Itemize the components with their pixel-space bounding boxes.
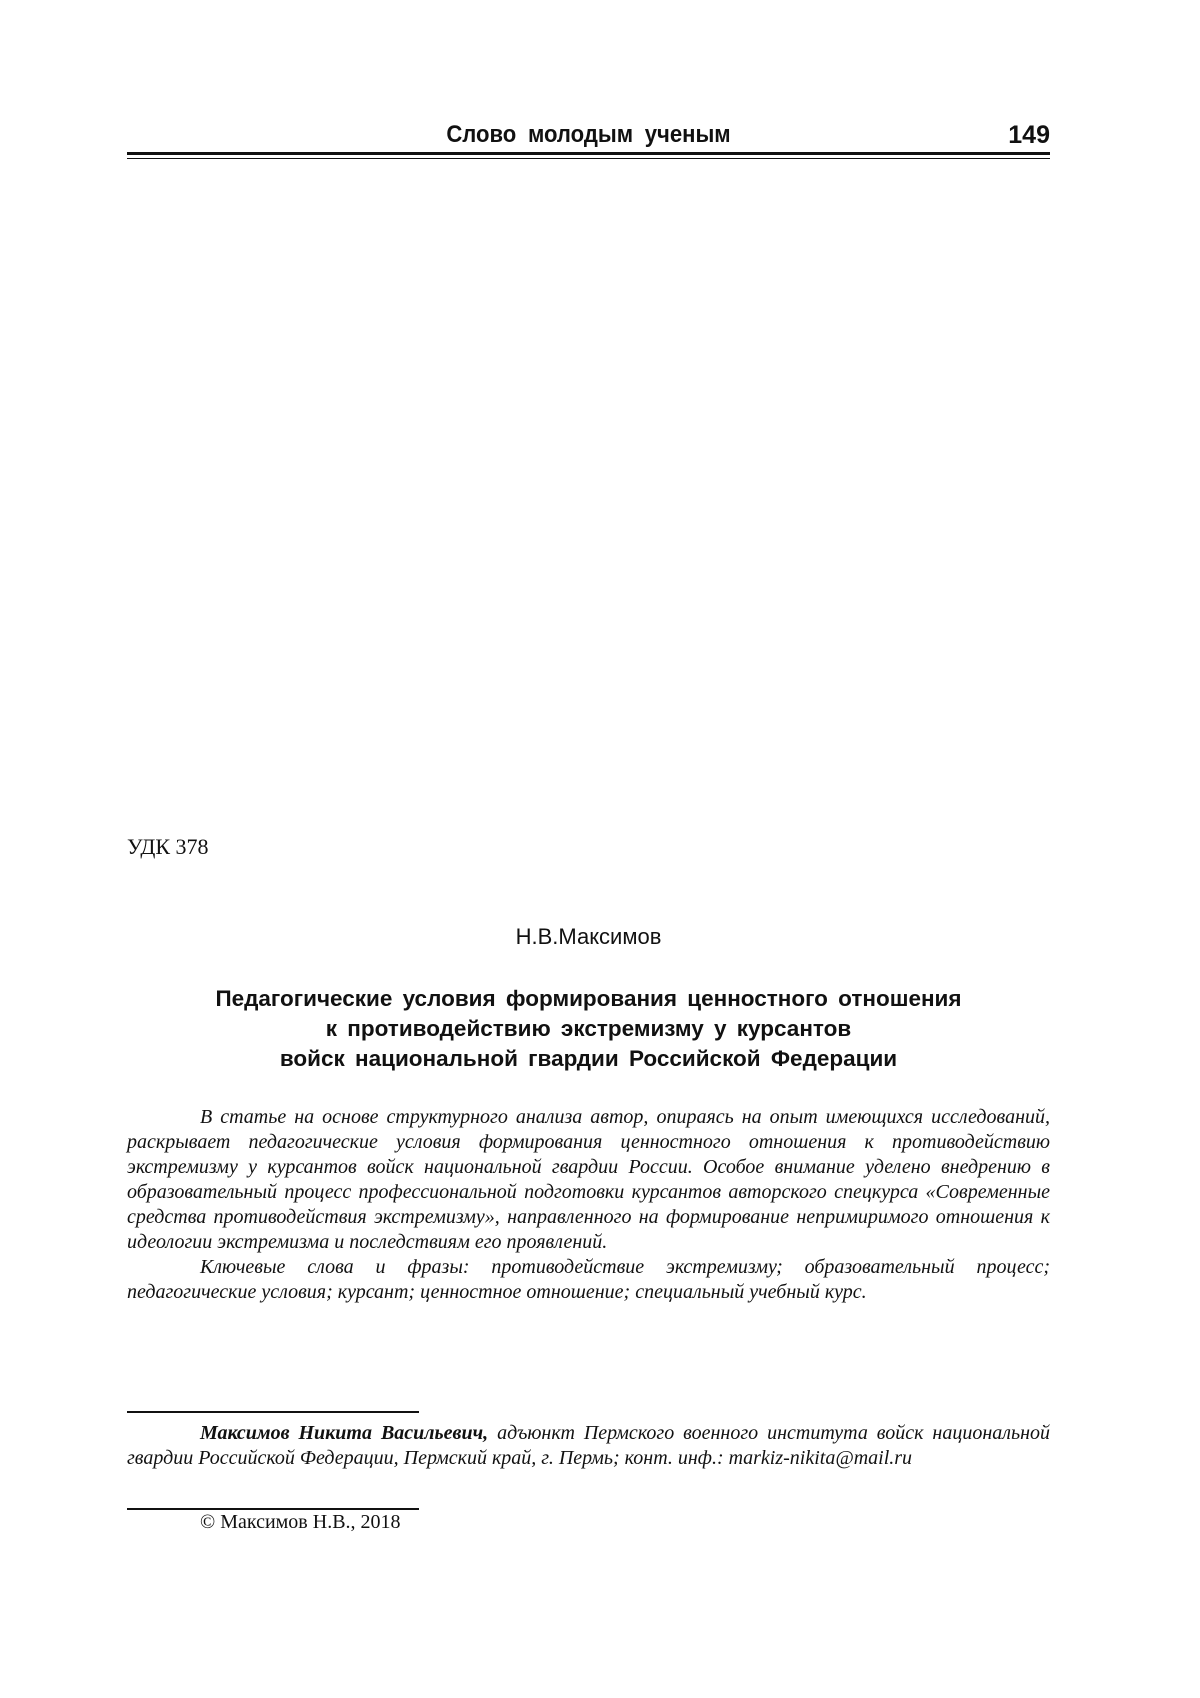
footnote-author-name: Максимов Никита Васильевич, (200, 1422, 489, 1444)
running-header (127, 121, 1050, 155)
copyright-separator (127, 1508, 419, 1510)
footnote-author-info: адъюнкт Пермского военного института войск национальной гвардии Российской Федерации, Пермский край, г. Пермь; конт. инф.: markiz-nikita@mail.ru (127, 1422, 1050, 1469)
title-line: Педагогические условия формирования ценностного отношения (215, 986, 962, 1011)
footnote-separator (127, 1411, 419, 1413)
title-line: к противодействию экстремизму у курсантов (325, 1016, 852, 1041)
keywords-paragraph: Ключевые слова и фразы: противодействие экстремизму; образовательный процесс; педагогические условия; курсант; ценностное отношение; специальный учебный курс. (127, 1256, 1050, 1303)
author-name: Н.В.Максимов (515, 924, 662, 949)
header-rule-thick (127, 152, 1050, 155)
title-line: войск национальной гвардии Российской Федерации (279, 1046, 898, 1071)
author-footnote (127, 1421, 1050, 1471)
article-title (127, 984, 1050, 1074)
abstract (127, 1105, 1050, 1305)
page-number: 149 (1008, 121, 1050, 149)
running-title: Слово молодым ученым (446, 121, 731, 148)
copyright-notice: © Максимов Н.В., 2018 (200, 1511, 401, 1533)
header-rule-thin (127, 158, 1050, 159)
udk-code: УДК 378 (127, 834, 209, 859)
abstract-paragraph: В статье на основе структурного анализа автор, опираясь на опыт имеющихся исследований, раскрывает педагогические условия формирования ценностного отношения к противодействию экстремизму у курсантов войск национальной гвардии России. Особое внимание уделено внедрению в образовательный процесс профессиональной подготовки курсантов авторского спецкурса «Современные средства противодействия экстремизму», направленного на формирование непримиримого отношения к идеологии экстремизма и последствиям его проявлений. (127, 1106, 1050, 1253)
